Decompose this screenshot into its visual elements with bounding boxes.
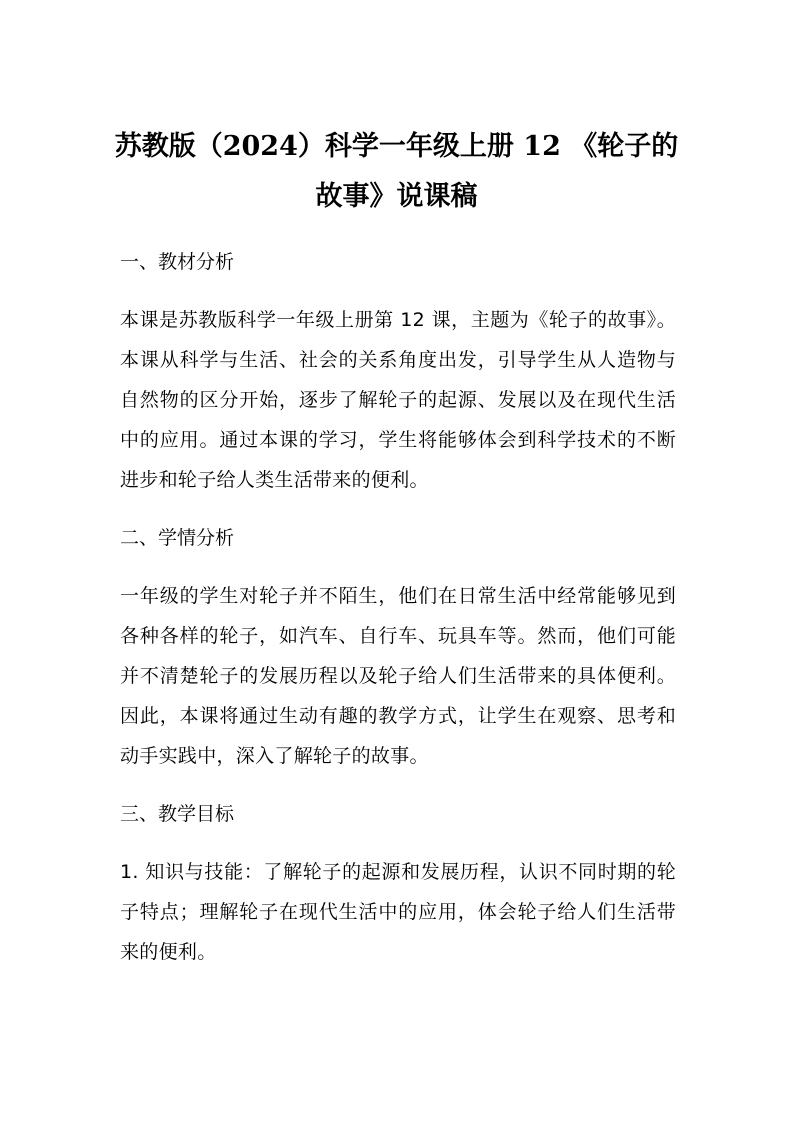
section-heading-teaching-goals: 三、教学目标 [120, 803, 235, 825]
section-heading-textbook-analysis: 一、教材分析 [120, 251, 235, 273]
document-body [120, 246, 676, 994]
section-heading-student-analysis: 二、学情分析 [120, 527, 235, 549]
section-paragraph-teaching-goals: 1. 知识与技能：了解轮子的起源和发展历程，认识不同时期的轮子特点；理解轮子在现代生活中的应用，体会轮子给人们生活带来的便利。 [120, 861, 676, 963]
section-paragraph-student-analysis: 一年级的学生对轮子并不陌生，他们在日常生活中经常能够见到各种各样的轮子，如汽车、自行车、玩具车等。然而，他们可能并不清楚轮子的发展历程以及轮子给人们生活带来的具体便利。因此，本课将通过生动有趣的教学方式，让学生在观察、思考和动手实践中，深入了解轮子的故事。 [120, 585, 676, 767]
section-paragraph-textbook-analysis: 本课是苏教版科学一年级上册第 12 课，主题为《轮子的故事》。本课从科学与生活、社会的关系角度出发，引导学生从人造物与自然物的区分开始，逐步了解轮子的起源、发展以及在现代生活中的应用。通过本课的学习，学生将能够体会到科学技术的不断进步和轮子给人类生活带来的便利。 [120, 309, 676, 491]
document-title: 苏教版（2024）科学一年级上册 12 《轮子的故事》说课稿 [114, 131, 679, 212]
